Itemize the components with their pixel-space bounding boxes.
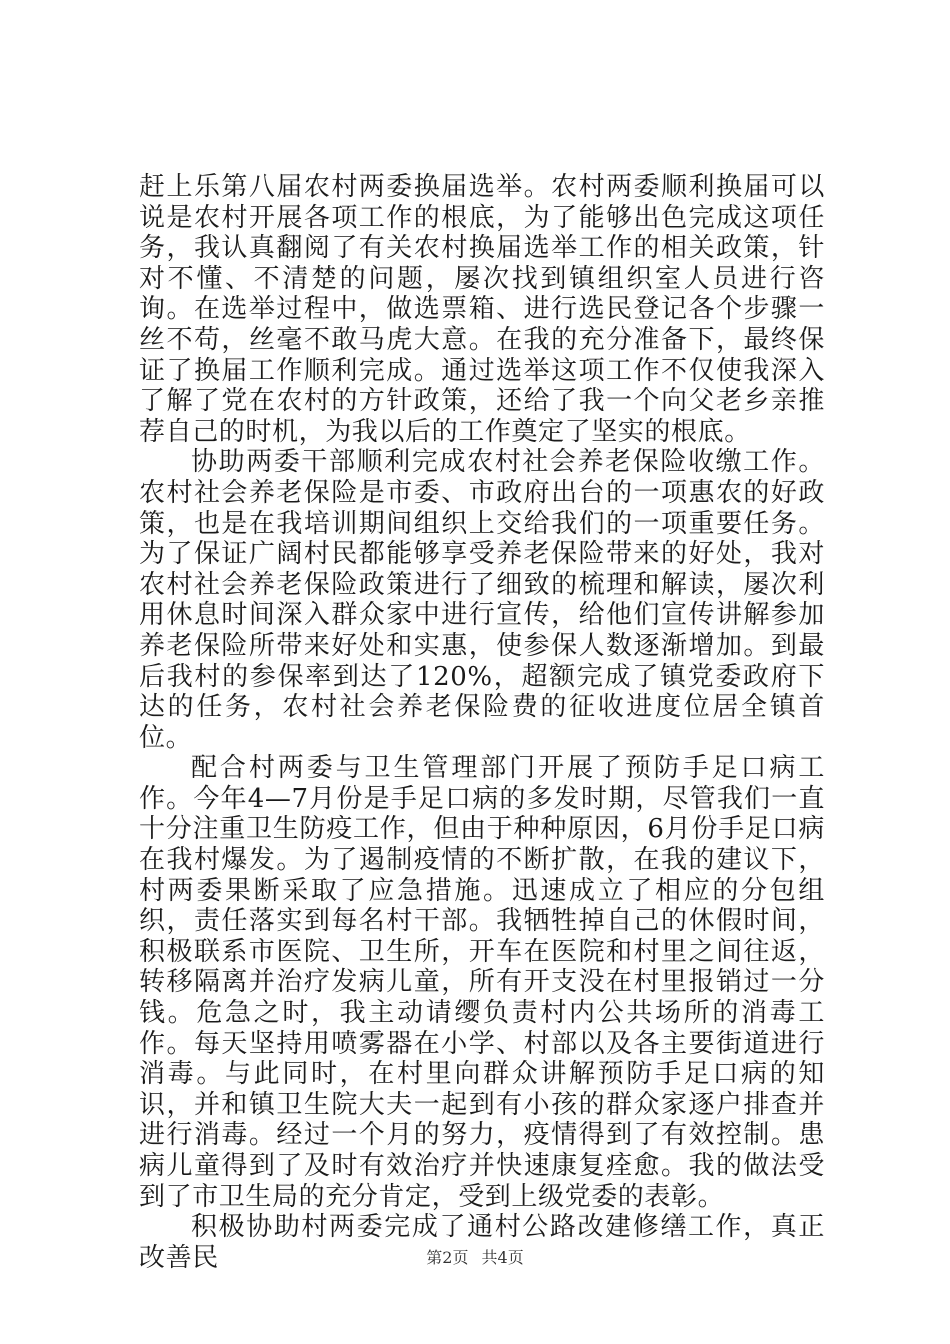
document-body [139, 172, 825, 1273]
paragraph-pension-insurance: 协助两委干部顺利完成农村社会养老保险收缴工作。农村社会养老保险是市委、市政府出台的一项惠农的好政策，也是在我培训期间组织上交给我们的一项重要任务。为了保证广阔村民都能够享受养老保险带来的好处，我对农村社会养老保险政策进行了细致的梳理和解读，屡次利用休息时间深入群众家中进行宣传，给他们宣传讲解参加养老保险所带来好处和实惠，使参保人数逐渐增加。到最后我村的参保率到达了120%，超额完成了镇党委政府下达的任务，农村社会养老保险费的征收进度位居全镇首位。 [139, 447, 825, 753]
page-number: 第2页 [426, 1248, 469, 1267]
paragraph-hand-foot-mouth-disease: 配合村两委与卫生管理部门开展了预防手足口病工作。今年4—7月份是手足口病的多发时期，尽管我们一直十分注重卫生防疫工作，但由于种种原因，6月份手足口病在我村爆发。为了遏制疫情的不断扩散，在我的建议下，村两委果断采取了应急措施。迅速成立了相应的分包组织，责任落实到每名村干部。我牺牲掉自己的休假时间，积极联系市医院、卫生所，开车在医院和村里之间往返，转移隔离并治疗发病儿童，所有开支没在村里报销过一分钱。危急之时，我主动请缨负责村内公共场所的消毒工作。每天坚持用喷雾器在小学、村部以及各主要街道进行消毒。与此同时，在村里向群众讲解预防手足口病的知识，并和镇卫生院大夫一起到有小孩的群众家逐户排查并进行消毒。经过一个月的努力，疫情得到了有效控制。患病儿童得到了及时有效治疗并快速康复痊愈。我的做法受到了市卫生局的充分肯定，受到上级党委的表彰。 [139, 753, 825, 1212]
paragraph-road-repair: 积极协助村两委完成了通村公路改建修缮工作，真正改善民 [139, 1212, 825, 1273]
page-total: 共4页 [481, 1248, 524, 1267]
paragraph-election: 赶上乐第八届农村两委换届选举。农村两委顺利换届可以说是农村开展各项工作的根底，为了能够出色完成这项任务，我认真翻阅了有关农村换届选举工作的相关政策，针对不懂、不清楚的问题，屡次找到镇组织室人员进行咨询。在选举过程中，做选票箱、进行选民登记各个步骤一丝不苟，丝毫不敢马虎大意。在我的充分准备下，最终保证了换届工作顺利完成。通过选举这项工作不仅使我深入了解了党在农村的方针政策，还给了我一个向父老乡亲推荐自己的时机，为我以后的工作奠定了坚实的根底。 [139, 172, 825, 447]
page-footer [0, 1245, 950, 1268]
